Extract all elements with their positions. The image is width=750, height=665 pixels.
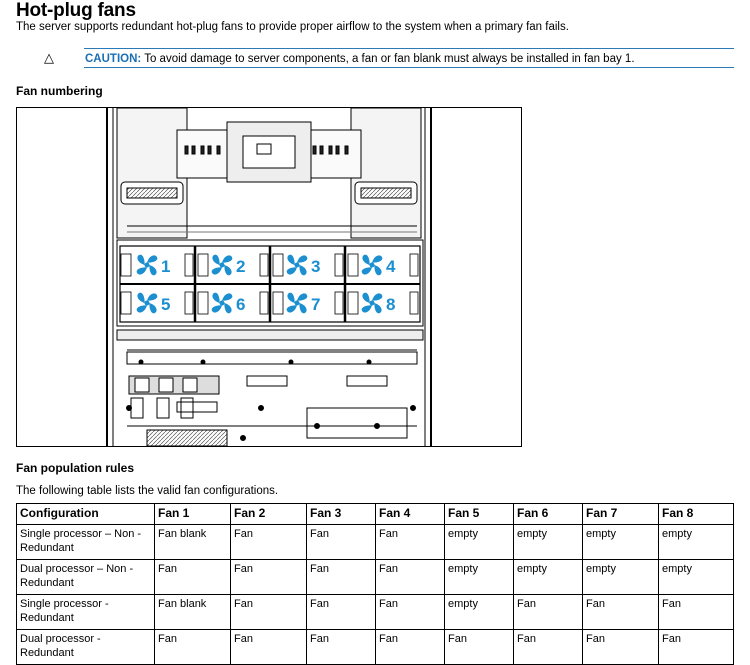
table-cell: Dual processor – Non - Redundant — [17, 560, 155, 595]
fan-number-label: 6 — [236, 295, 246, 314]
column-header: Fan 2 — [231, 504, 307, 525]
fan-numbering-heading: Fan numbering — [16, 84, 103, 98]
fan-number-label: 4 — [386, 257, 396, 276]
table-cell: Fan — [583, 595, 659, 630]
table-cell: Fan blank — [155, 595, 231, 630]
table-cell: empty — [445, 525, 514, 560]
column-header: Fan 1 — [155, 504, 231, 525]
table-cell: Fan — [659, 595, 734, 630]
fan-icon — [212, 255, 233, 276]
fan-numbering-figure — [16, 107, 522, 447]
caution-label: CAUTION: — [85, 53, 142, 65]
table-cell: Fan — [376, 595, 445, 630]
table-cell: empty — [583, 560, 659, 595]
warning-triangle-icon: △ — [44, 50, 54, 65]
fan-number-label: 2 — [236, 257, 246, 276]
caution-text: To avoid damage to server components, a fan or fan blank must always be installed in fan bay 1. — [141, 53, 635, 65]
table-cell: Fan — [231, 630, 307, 665]
table-cell: Fan — [231, 560, 307, 595]
table-cell: Single processor – Non - Redundant — [17, 525, 155, 560]
column-header: Fan 5 — [445, 504, 514, 525]
table-cell: Fan — [514, 630, 583, 665]
table-cell: Fan — [659, 630, 734, 665]
server-fan-diagram — [17, 108, 521, 446]
table-cell: Fan — [307, 525, 376, 560]
fan-icon — [287, 293, 308, 314]
table-cell: empty — [583, 525, 659, 560]
table-cell: empty — [514, 525, 583, 560]
table-cell: empty — [659, 560, 734, 595]
table-cell: Fan — [376, 630, 445, 665]
fan-number-label: 7 — [311, 295, 321, 314]
column-header: Fan 6 — [514, 504, 583, 525]
fan-number-label: 5 — [161, 295, 171, 314]
column-header: Fan 3 — [307, 504, 376, 525]
system-board — [117, 330, 423, 446]
table-cell: Fan — [231, 525, 307, 560]
table-cell: Dual processor - Redundant — [17, 630, 155, 665]
fan-icon — [137, 255, 158, 276]
fan-number-label: 8 — [386, 295, 396, 314]
table-cell: Fan — [231, 595, 307, 630]
table-cell: Fan — [307, 595, 376, 630]
fan-number-label: 1 — [161, 257, 171, 276]
table-row — [17, 560, 734, 595]
table-cell: Fan — [155, 560, 231, 595]
fan-configuration-table — [16, 503, 734, 665]
fan-icon — [212, 293, 233, 314]
fan-population-rules-heading: Fan population rules — [16, 461, 135, 475]
column-header: Fan 7 — [583, 504, 659, 525]
intro-text: The server supports redundant hot-plug fans to provide proper airflow to the system when a primary fan fails. — [16, 21, 569, 33]
top-modules — [117, 108, 421, 238]
table-row — [17, 525, 734, 560]
fan-icon — [362, 293, 383, 314]
table-cell: Single processor - Redundant — [17, 595, 155, 630]
caution-note — [84, 48, 734, 68]
table-cell: empty — [445, 595, 514, 630]
table-cell: empty — [659, 525, 734, 560]
table-row — [17, 595, 734, 630]
table-cell: Fan — [155, 630, 231, 665]
table-cell: empty — [445, 560, 514, 595]
table-cell: Fan — [445, 630, 514, 665]
table-lead-text: The following table lists the valid fan configurations. — [16, 485, 279, 497]
table-cell: Fan — [514, 595, 583, 630]
table-cell: Fan blank — [155, 525, 231, 560]
column-header: Fan 4 — [376, 504, 445, 525]
table-cell: Fan — [376, 525, 445, 560]
page-title: Hot-plug fans — [16, 0, 136, 21]
fan-number-label: 3 — [311, 257, 321, 276]
fan-icon — [137, 293, 158, 314]
column-header: Fan 8 — [659, 504, 734, 525]
fan-icon — [287, 255, 308, 276]
table-cell: Fan — [376, 560, 445, 595]
table-header-row — [17, 504, 734, 525]
table-row — [17, 630, 734, 665]
table-cell: Fan — [307, 560, 376, 595]
fan-icon — [362, 255, 383, 276]
table-cell: Fan — [307, 630, 376, 665]
table-cell: empty — [514, 560, 583, 595]
table-cell: Fan — [583, 630, 659, 665]
column-header: Configuration — [17, 504, 155, 525]
